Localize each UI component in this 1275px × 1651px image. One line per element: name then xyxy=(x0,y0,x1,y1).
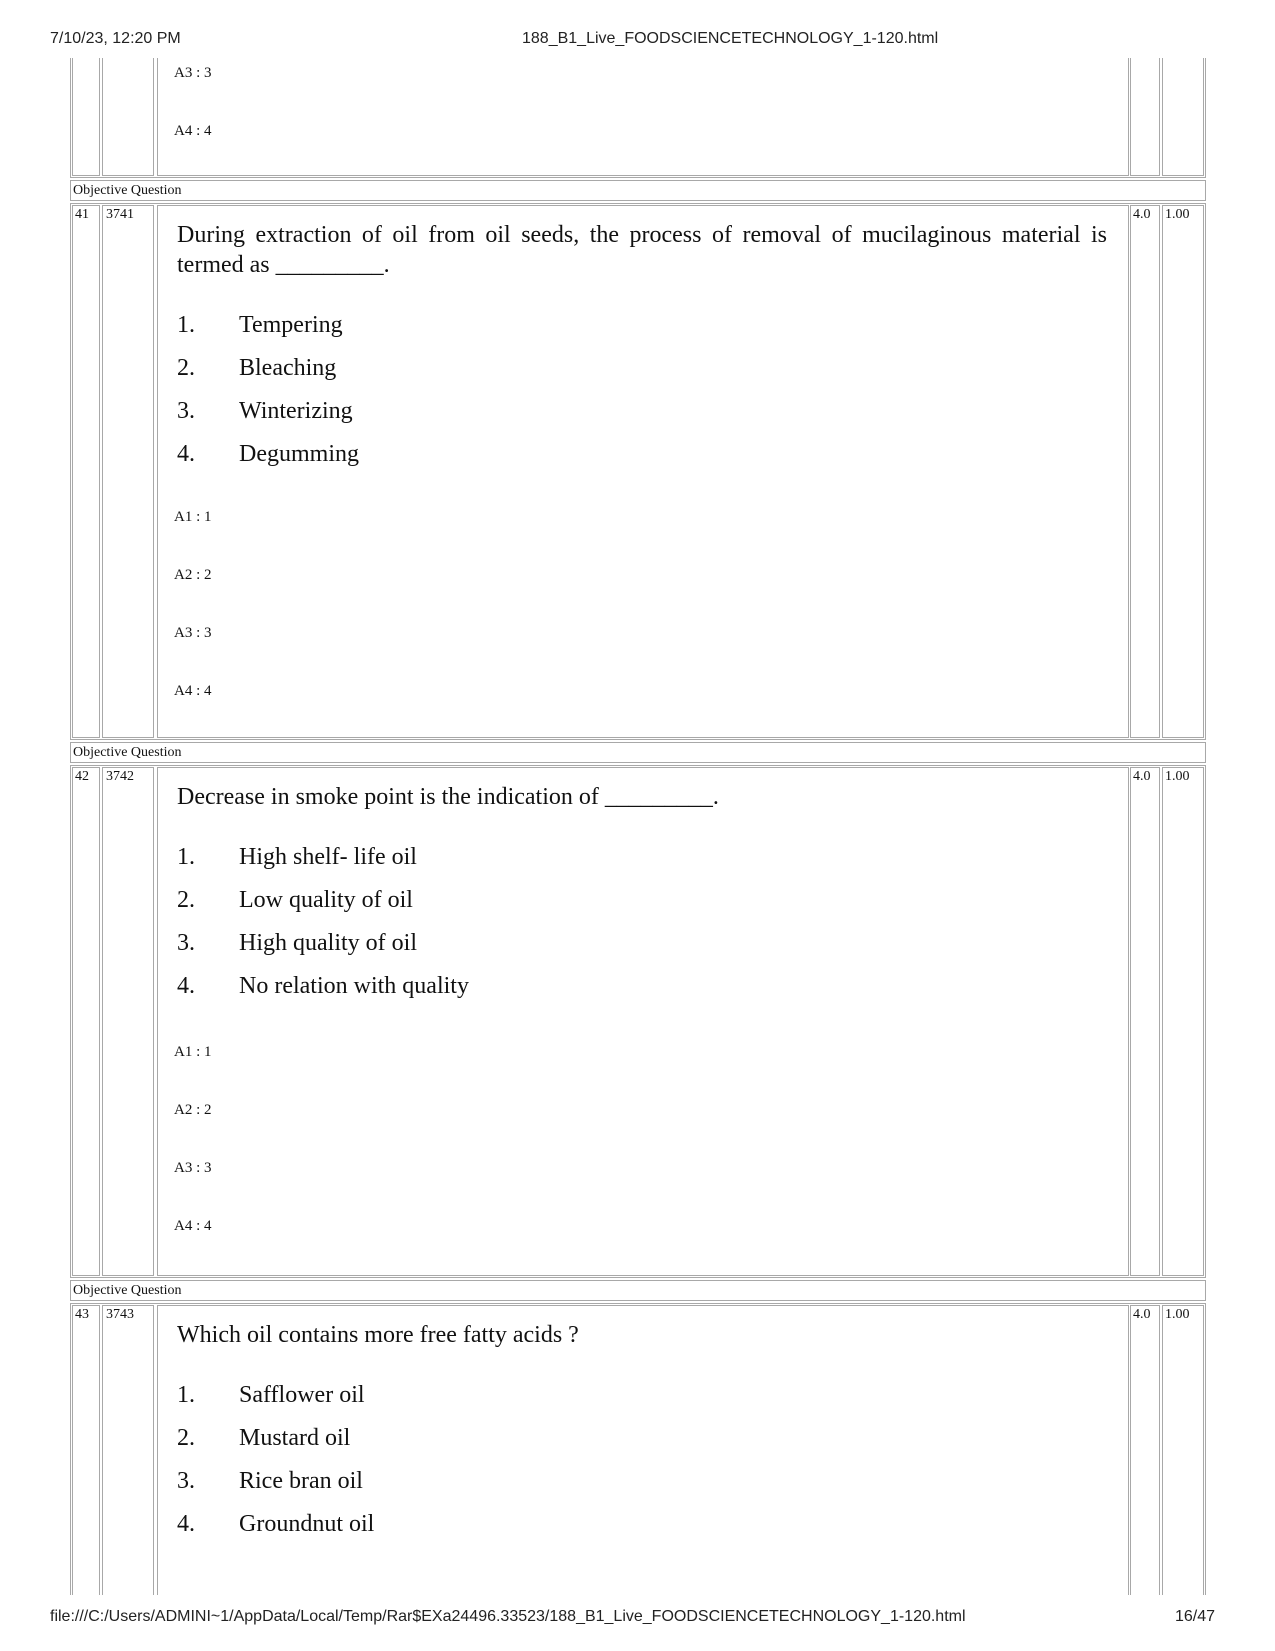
option: 2. Mustard oil xyxy=(177,1425,351,1451)
negative-marks: 1.00 xyxy=(1165,769,1190,784)
option: 2. Low quality of oil xyxy=(177,887,413,913)
option: 3. High quality of oil xyxy=(177,930,417,956)
option: 1. Safflower oil xyxy=(177,1382,365,1408)
option: 2. Bleaching xyxy=(177,355,337,381)
question-number: 43 xyxy=(75,1307,89,1322)
question-id: 3742 xyxy=(106,769,134,784)
option: 3. Rice bran oil xyxy=(177,1468,363,1494)
answer-code: A2 : 2 xyxy=(174,1102,212,1118)
negative-marks: 1.00 xyxy=(1165,1307,1190,1322)
negative-marks: 1.00 xyxy=(1165,207,1190,222)
section-label: Objective Question xyxy=(73,745,182,760)
question-text: Which oil contains more free fatty acids ? xyxy=(177,1322,579,1348)
section-label: Objective Question xyxy=(73,1283,182,1298)
marks: 4.0 xyxy=(1133,769,1151,784)
question-text: Decrease in smoke point is the indication of _________. xyxy=(177,784,719,810)
answer-code: A3 : 3 xyxy=(174,65,212,81)
marks: 4.0 xyxy=(1133,207,1151,222)
question-text: During extraction of oil from oil seeds, the process of removal of mucilaginous material is termed as _________. xyxy=(177,222,1107,278)
section-label: Objective Question xyxy=(73,183,182,198)
marks: 4.0 xyxy=(1133,1307,1151,1322)
option: 4. No relation with quality xyxy=(177,973,469,999)
answer-code: A2 : 2 xyxy=(174,567,212,583)
option: 1. High shelf- life oil xyxy=(177,844,417,870)
answer-code: A4 : 4 xyxy=(174,1218,212,1234)
print-page-number: 16/47 xyxy=(1175,1608,1216,1625)
print-title: 188_B1_Live_FOODSCIENCETECHNOLOGY_1-120.html xyxy=(522,30,939,47)
option: 4. Groundnut oil xyxy=(177,1511,375,1537)
option: 4. Degumming xyxy=(177,441,359,467)
answer-code: A3 : 3 xyxy=(174,1160,212,1176)
answer-code: A4 : 4 xyxy=(174,123,212,139)
answer-code: A1 : 1 xyxy=(174,1044,212,1060)
answer-code: A3 : 3 xyxy=(174,625,212,641)
answer-code: A1 : 1 xyxy=(174,509,212,525)
question-id: 3741 xyxy=(106,207,134,222)
question-id: 3743 xyxy=(106,1307,134,1322)
question-number: 41 xyxy=(75,207,89,222)
option: 1. Tempering xyxy=(177,312,343,338)
question-number: 42 xyxy=(75,769,89,784)
print-file-path: file:///C:/Users/ADMINI~1/AppData/Local/Temp/Rar$EXa24496.33523/188_B1_Live_FOODSCIENCETECHNOLOGY_1-120.html xyxy=(50,1608,966,1625)
print-datetime: 7/10/23, 12:20 PM xyxy=(50,30,181,47)
answer-code: A4 : 4 xyxy=(174,683,212,699)
option: 3. Winterizing xyxy=(177,398,353,424)
